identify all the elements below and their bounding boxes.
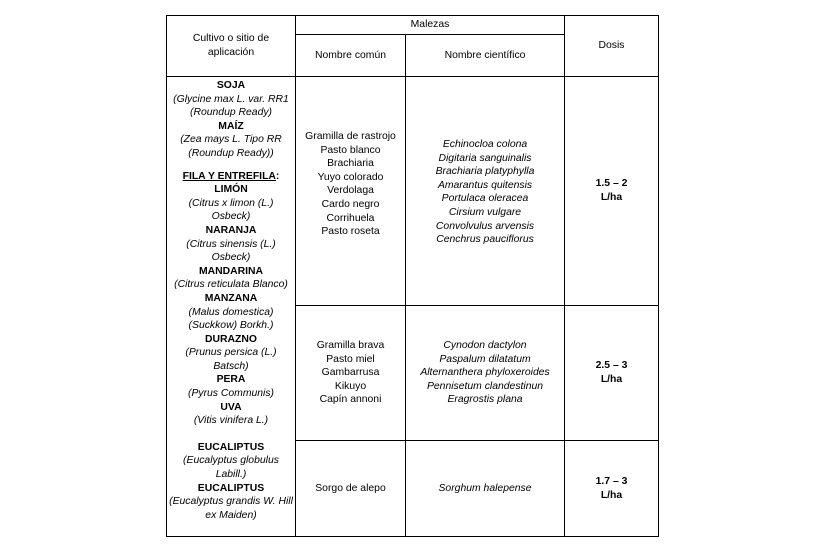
weed-scientific-name: Digitaria sanguinalis — [438, 152, 532, 164]
weed-scientific-name: Amarantus quitensis — [437, 179, 533, 191]
crop-scientific: (Citrus reticulata Blanco) — [174, 279, 288, 291]
scientific-names-group-1 — [406, 77, 565, 306]
crop-scientific: (Citrus x limon (L.) Osbeck) — [188, 197, 274, 223]
dose-value: 2.5 – 3 — [595, 360, 628, 372]
weed-common-name: Gramilla de rastrojo — [305, 131, 396, 142]
crop-list — [167, 77, 296, 537]
weed-common-name: Cardo negro — [321, 198, 380, 210]
dose-unit: L/ha — [600, 374, 623, 385]
header-dose: Dosis — [565, 16, 659, 77]
header-common-name: Nombre común — [296, 35, 406, 77]
dose-unit: L/ha — [600, 489, 623, 501]
dose-unit: L/ha — [600, 192, 623, 203]
crop-name: LIMÓN — [214, 184, 248, 196]
weed-common-name: Pasto blanco — [320, 144, 381, 156]
crop-name: DURAZNO — [205, 333, 257, 345]
weed-common-name: Gramilla brava — [316, 340, 385, 352]
header-crop: Cultivo o sitio de aplicación — [167, 16, 296, 77]
weed-common-name: Corrihuela — [326, 212, 375, 224]
weed-scientific-name: Sorghum halepense — [438, 482, 532, 494]
dose-group-1 — [565, 77, 659, 306]
crop-name: MANZANA — [204, 292, 258, 304]
weed-scientific-name: Cenchrus pauciflorus — [436, 234, 534, 246]
weed-common-name: Yuyo colorado — [317, 171, 384, 183]
weed-scientific-name: Portulaca oleracea — [441, 193, 529, 205]
section-label: FILA Y ENTREFILA: — [182, 170, 280, 182]
dose-group-2 — [565, 306, 659, 441]
weed-scientific-name: Paspalum dilatatum — [439, 353, 531, 365]
common-names-group-2 — [296, 306, 406, 441]
weed-scientific-name: Eragrostis plana — [447, 394, 523, 406]
dose-value: 1.5 – 2 — [595, 178, 628, 190]
crop-name: UVA — [220, 401, 242, 413]
crop-name: NARANJA — [205, 224, 257, 236]
crop-name: MAÍZ — [218, 120, 244, 132]
crop-name: EUCALIPTUS — [197, 482, 265, 494]
common-names-group-1 — [296, 77, 406, 306]
crop-scientific: (Eucalyptus grandis W. Hill ex Maiden) — [169, 496, 293, 521]
weed-scientific-name: Brachiaria platyphylla — [435, 166, 535, 178]
crop-scientific: (Malus domestica) (Suckkow) Borkh.) — [188, 306, 274, 332]
weed-common-name: Verdolaga — [327, 185, 374, 197]
weed-scientific-name: Cirsium vulgare — [448, 206, 522, 218]
weed-common-name: Capín annoni — [319, 394, 382, 406]
crop-name: MANDARINA — [198, 265, 264, 277]
crop-scientific: (Prunus persica (L.) Batsch) — [185, 347, 277, 372]
crop-scientific: (Zea mays L. Tipo RR (Roundup Ready)) — [180, 134, 282, 159]
weed-common-name: Pasto miel — [326, 353, 375, 365]
header-weeds: Malezas — [296, 16, 565, 35]
crop-name: PERA — [216, 374, 246, 386]
scientific-names-group-2 — [406, 306, 565, 441]
scientific-names-group-3 — [406, 441, 565, 537]
weed-scientific-name: Convolvulus arvensis — [435, 220, 535, 232]
crop-scientific: (Pyrus Communis) — [187, 388, 275, 400]
herbicide-dose-table — [166, 15, 659, 537]
weed-scientific-name: Pennisetum clandestinun — [426, 380, 544, 392]
weed-common-name: Kikuyo — [334, 380, 367, 392]
header-scientific-name: Nombre científico — [406, 35, 565, 77]
common-names-group-3 — [296, 441, 406, 537]
crop-scientific: (Eucalyptus globulus Labill.) — [183, 455, 279, 481]
weed-common-name: Pasto roseta — [321, 226, 380, 238]
weed-common-name: Sorgo de alepo — [315, 482, 386, 494]
crop-name: EUCALIPTUS — [197, 441, 265, 453]
weed-scientific-name: Echinocloa colona — [442, 139, 528, 150]
weed-common-name: Brachiaria — [327, 158, 374, 170]
weed-scientific-name: Cynodon dactylon — [443, 340, 527, 352]
crop-name: SOJA — [216, 80, 246, 91]
weed-scientific-name: Alternanthera phyloxeroides — [420, 367, 550, 379]
crop-scientific: (Vitis vinifera L.) — [193, 415, 269, 427]
dose-value: 1.7 – 3 — [595, 475, 628, 487]
crop-scientific: (Glycine max L. var. RR1 (Roundup Ready) — [173, 93, 289, 119]
weed-common-name: Gambarrusa — [321, 367, 380, 379]
crop-scientific: (Citrus sinensis (L.) Osbeck) — [186, 238, 276, 264]
dose-group-3 — [565, 441, 659, 537]
